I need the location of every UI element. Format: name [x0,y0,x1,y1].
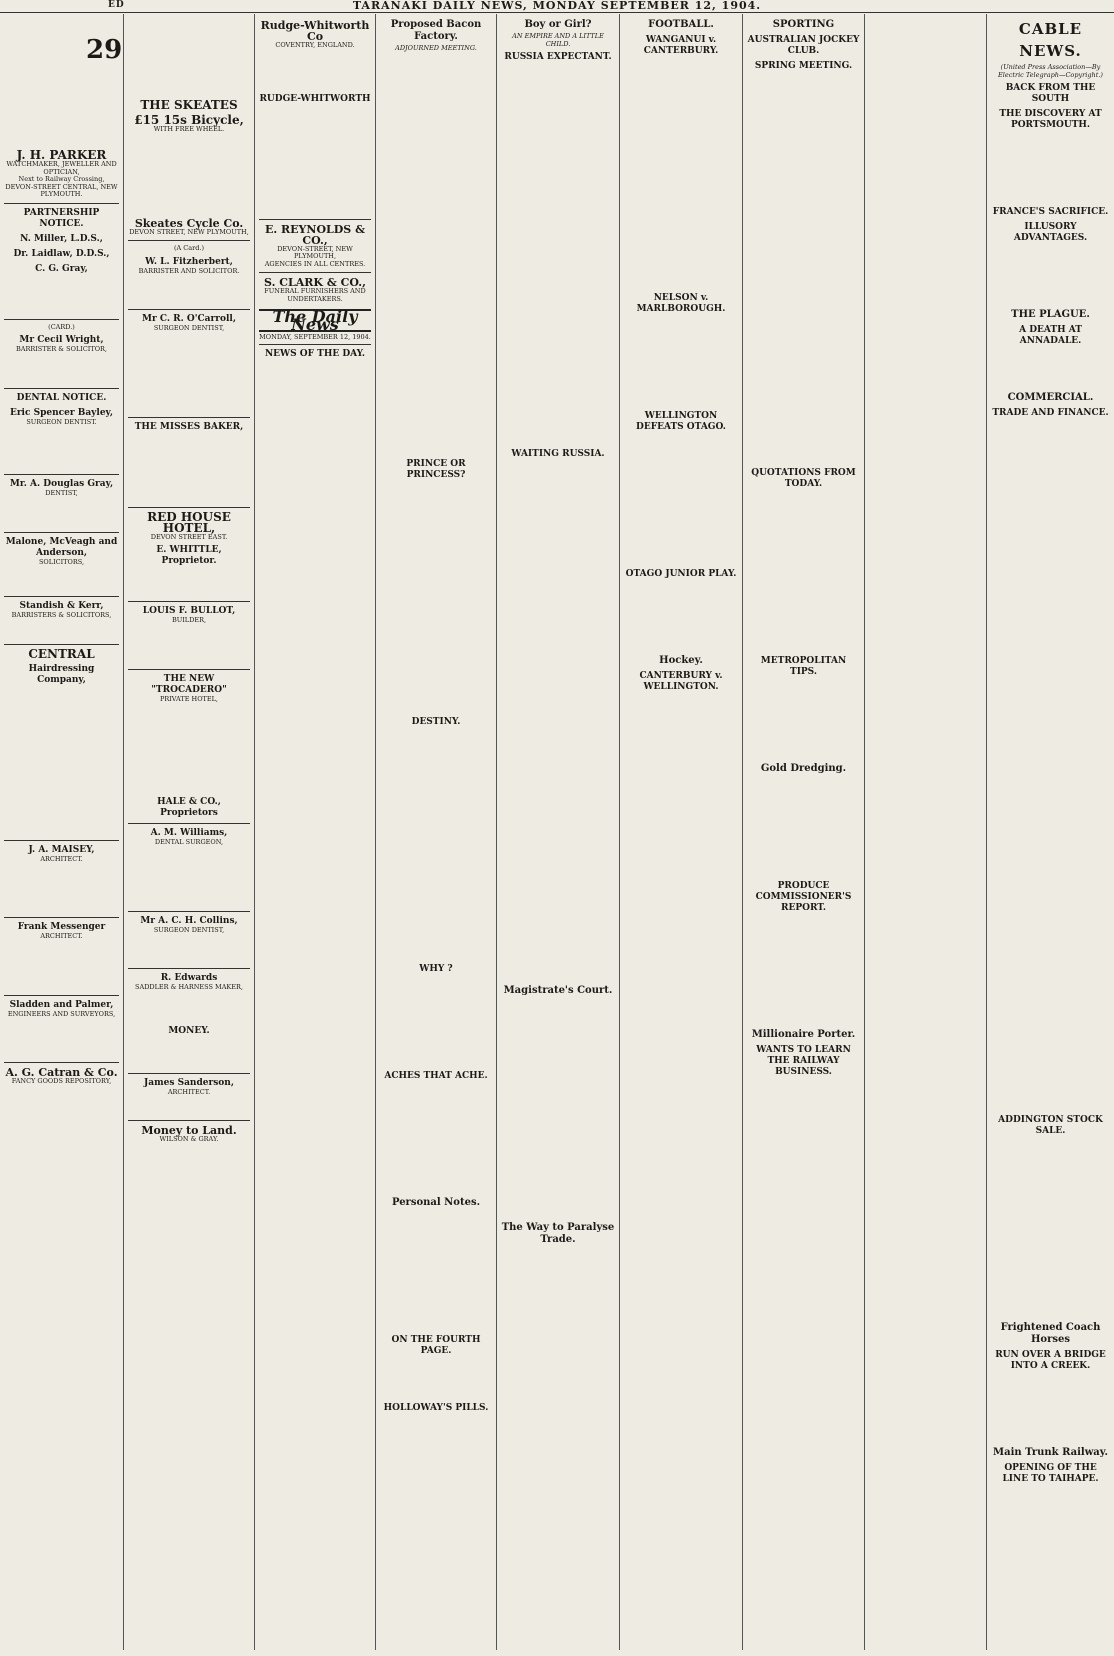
masthead [0,0,1114,13]
destiny-heading: DESTINY. [411,716,461,727]
nelson-marlborough: NELSON v. MARLBOROUGH. [636,293,726,314]
miller-name: N. Miller, L.D.S., [20,233,103,244]
addington-stock: ADDINGTON STOCK SALE. [998,1115,1103,1136]
clark-name: S. CLARK & CO., [264,276,366,289]
redhouse-name: RED HOUSE HOTEL, [147,509,231,535]
money-to-land: Money to Land. [141,1124,237,1137]
opening-line: OPENING OF THE LINE TO TAIHAPE. [1002,1463,1099,1484]
money-heading: MONEY. [168,1025,210,1036]
bayley-name: Eric Spencer Bayley, [9,407,114,418]
wright-name: Mr Cecil Wright, [19,335,104,345]
aches-heading: ACHES THAT ACHE. [384,1070,488,1081]
why-heading: WHY ? [419,963,453,974]
standish-role: BARRISTERS & SOLICITORS, [11,611,112,619]
collins-role: SURGEON DENTIST, [153,925,225,934]
illusory-advantages: ILLUSORY ADVANTAGES. [1013,222,1088,243]
dental-notice: DENTAL NOTICE. [16,392,107,403]
otago-junior-play: OTAGO JUNIOR PLAY. [625,569,737,579]
wanganui-canterbury: WANGANUI v. CANTERBURY. [643,35,719,56]
douglas-name: Mr. A. Douglas Gray, [9,479,114,489]
wellington-defeats-otago: WELLINGTON DEFEATS OTAGO. [636,411,726,432]
reynolds-name: E. REYNOLDS & CO., [264,222,366,247]
skeates-address: DEVON STREET, NEW PLYMOUTH, [129,227,249,236]
news-of-the-day: NEWS OF THE DAY. [264,348,366,359]
collins-name: Mr A. C. H. Collins, [140,915,238,926]
magistrates-court: Magistrate's Court. [503,985,613,996]
prince-or-princess: PRINCE OR PRINCESS? [406,458,466,480]
sanderson-role: ARCHITECT. [167,1087,211,1096]
trocadero-name: THE NEW "TROCADERO" [151,673,227,695]
newspaper-logo: The Daily News [259,309,371,332]
frightened-horses: Frightened Coach Horses [1000,1322,1101,1345]
discovery-portsmouth: THE DISCOVERY AT PORTSMOUTH. [999,109,1102,130]
rudge-name: Rudge-Whitworth Co [260,19,370,43]
laidlaw-name: Dr. Laidlaw, D.D.S., [13,248,110,259]
ajc-heading: AUSTRALIAN JOCKEY CLUB. [747,35,860,56]
column-7 [743,14,865,1650]
waiting-russia: WAITING RUSSIA. [511,449,605,459]
sladden-role: ENGINEERS AND SURVEYORS, [7,1009,116,1018]
trocadero-subtitle: PRIVATE HOTEL, [159,694,219,703]
column-3 [255,14,376,1650]
reynolds-agencies: AGENCIES IN ALL CENTRES. [264,259,366,268]
sanderson-name: James Sanderson, [144,1077,234,1088]
millionaire-porter: Millionaire Porter. [751,1029,856,1040]
masthead-left-fragment: ED [108,0,125,10]
bacon-factory-heading: Proposed Bacon Factory. [390,19,482,42]
page-number: 29 [86,35,123,65]
messenger-name: Frank Messenger [17,922,106,932]
back-from-south: BACK FROM THE SOUTH [1005,83,1096,104]
card-label: (CARD.) [48,322,75,331]
russia-expectant: RUSSIA EXPECTANT. [504,52,612,62]
fourth-page-heading: ON THE FOURTH PAGE. [391,1334,481,1356]
hale-name: HALE & CO., Proprietors [157,797,221,818]
parker-name: J. H. PARKER [16,148,107,162]
column-2 [124,14,255,1650]
bayley-role: SURGEON DENTIST. [26,417,97,426]
bullot-role: BUILDER, [171,616,207,624]
cable-news-sub: (United Press Association—By Electric Telegraph—Copyright.) [998,63,1103,79]
fitzherbert-role: BARRISTER AND SOLICITOR. [138,266,240,275]
standish-name: Standish & Kerr, [19,601,104,611]
column-5 [497,14,620,1650]
clark-role: FUNERAL FURNISHERS AND UNDERTAKERS. [264,287,366,303]
bacon-factory-sub: ADJOURNED MEETING. [395,44,477,52]
catran-name: A. G. Catran & Co. [5,1066,118,1079]
sporting-heading: SPORTING [772,19,835,30]
column-8 [865,14,987,1650]
fitzherbert-name: W. L. Fitzherbert, [145,256,233,267]
cable-news-heading: CABLE NEWS. [1018,20,1083,60]
plague-heading: THE PLAGUE. [1011,309,1090,320]
redhouse-address: DEVON STREET EAST. [150,532,228,541]
wright-role: BARRISTER & SOLICITOR, [15,345,107,353]
wilson-gray: WILSON & GRAY. [159,1135,219,1143]
wants-to-learn: WANTS TO LEARN THE RAILWAY BUSINESS. [756,1045,851,1077]
commercial-heading: COMMERCIAL. [1007,392,1094,403]
skeates-company: Skeates Cycle Co. [134,216,244,230]
main-trunk-railway: Main Trunk Railway. [993,1447,1108,1458]
malone-name: Malone, McVeagh and Anderson, [5,536,118,558]
central-subtitle: Hairdressing Company, [28,663,95,685]
death-annadale: A DEATH AT ANNADALE. [1019,325,1082,346]
bullot-name: LOUIS F. BULLOT, [142,606,236,616]
messenger-role: ARCHITECT. [40,932,83,940]
column-1 [0,14,124,1650]
produce-report: PRODUCE COMMISSIONER'S REPORT. [755,881,852,913]
column-9 [987,14,1114,1650]
central-name: CENTRAL [28,646,95,661]
hockey-heading: Hockey. [659,655,703,666]
football-heading: FOOTBALL. [648,19,714,30]
holloway-heading: HOLLOWAY'S PILLS. [383,1402,489,1413]
parker-role: WATCHMAKER, JEWELLER AND OPTICIAN, [6,160,117,176]
boy-or-girl-sub: AN EMPIRE AND A LITTLE CHILD. [512,32,604,48]
catran-role: FANCY GOODS REPOSITORY, [11,1077,112,1085]
edwards-name: R. Edwards [160,973,218,983]
malone-role: SOLICITORS, [38,557,85,566]
reynolds-address: DEVON-STREET, NEW PLYMOUTH, [277,244,353,260]
paralyse-trade: The Way to Paralyse Trade. [501,1222,615,1245]
douglas-role: DENTIST, [45,489,78,497]
gray-name: C. G. Gray, [35,263,88,274]
rudge-bicycle: RUDGE-WHITWORTH [259,93,371,104]
maisey-name: J. A. MAISEY, [28,844,95,855]
trade-finance: TRADE AND FINANCE. [992,408,1109,418]
boy-or-girl-heading: Boy or Girl? [524,19,592,30]
masthead-title: TARANAKI DAILY NEWS, MONDAY SEPTEMBER 12, 1904. [352,0,762,12]
canterbury-wellington: CANTERBURY v. WELLINGTON. [639,671,723,692]
rudge-subtitle: COVENTRY, ENGLAND. [275,41,355,49]
spring-meeting: SPRING MEETING. [754,61,853,71]
skeates-heading: THE SKEATES [140,98,238,112]
sladden-name: Sladden and Palmer, [9,999,114,1010]
williams-name: A. M. Williams, [150,828,228,838]
dateline: MONDAY, SEPTEMBER 12, 1904. [259,334,371,345]
ocarroll-name: Mr C. R. O'Carroll, [142,314,236,324]
card-label-2: (A Card.) [173,244,204,252]
ocarroll-role: SURGEON DENTIST, [153,324,225,332]
column-6 [620,14,743,1650]
maisey-role: ARCHITECT. [40,854,83,863]
partnership-notice: PARTNERSHIP NOTICE. [23,207,100,229]
parker-address: Next to Railway Crossing, DEVON-STREET CENTRAL, NEW PLYMOUTH. [5,175,118,198]
run-over-bridge: RUN OVER A BRIDGE INTO A CREEK. [995,1350,1106,1371]
skeates-subtitle: WITH FREE WHEEL. [153,125,225,133]
france-sacrifice: FRANCE'S SACRIFICE. [992,207,1109,217]
quotations-heading: QUOTATIONS FROM TODAY. [751,468,856,489]
edwards-role: SADDLER & HARNESS MAKER, [135,983,243,991]
column-4 [376,14,497,1650]
misses-baker: THE MISSES BAKER, [134,421,244,432]
personal-notes-heading: Personal Notes. [391,1196,481,1208]
whittle-name: E. WHITTLE, Proprietor. [156,545,222,566]
williams-role: DENTAL SURGEON, [154,838,224,846]
gold-dredging: Gold Dredging. [760,763,847,774]
skeates-price: £15 15s Bicycle, [134,113,244,127]
metropolitan-tips: METROPOLITAN TIPS. [760,656,847,677]
